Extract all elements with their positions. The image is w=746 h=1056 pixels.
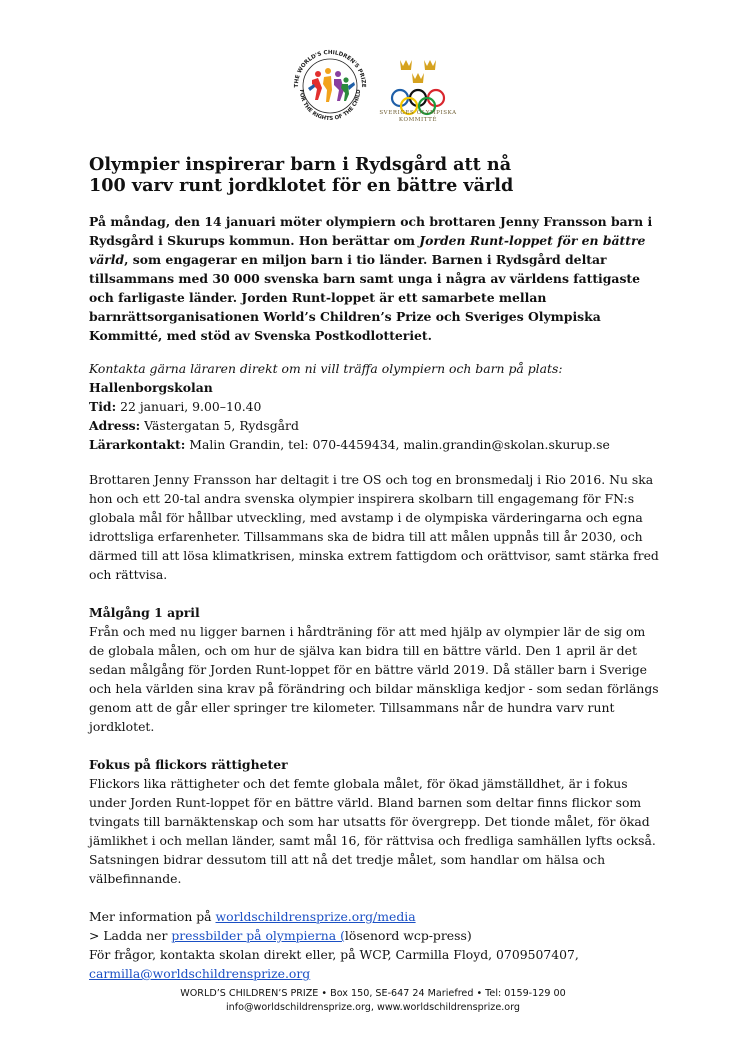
teacher-value: Malin Grandin, tel: 070-4459434, malin.grandin@skolan.skurup.se — [185, 437, 610, 452]
teacher-row — [89, 435, 661, 454]
body-paragraph-1: Brottaren Jenny Fransson har deltagit i tre OS och tog en bronsmedalj i Rio 2016. Nu ska hon och ett 20-tal andra svenska olympier inspirera skolbarn till engagemang för FN:s globala mål för hållbar utveckling, med avstamp i de olympiska värderingarna och egna idrottsliga erfarenheter. Tillsammans ska de bidra till att målen uppnås till år 2030, och därmed till att lösa klimatkrisen, minska extrem fattigdom och orättvisor, samt stärka fred och rättvisa. — [89, 472, 659, 582]
time-label: Tid: — [89, 399, 117, 414]
contact-block — [89, 359, 661, 454]
body-paragraph-2: Från och med nu ligger barnen i hårdträning för att med hjälp av olympier lär de sig om de globala målen, och om hur de själva kan bidra till en bättre värld. Den 1 april är det sedan målgång för Jorden Runt-loppet för en bättre värld 2019. Då ställer barn i Sverige och hela världen sina krav på förändring och bildar mänskliga kedjor - som sedan förlängs genom att de går eller springer tre kilometer. Tillsammans når de hundra varv runt jordklotet. — [89, 624, 659, 734]
press-release-body — [89, 154, 661, 983]
email-row — [89, 964, 661, 983]
lead-part-2: , som engagerar en miljon barn i tio länder. Barnen i Rydsgård deltar tillsammans med 30 000 svenska barn samt unga i några av världens fattigaste och farligaste länder. Jorden Runt-loppet är ett samarbete mellan barnrättsorganisationen World’s Children’s Prize och Sveriges Olympiska Kommitté, med stöd av Svenska Postkodlotteriet. — [89, 252, 641, 343]
wcp-ring-text-top: THE WORLD'S CHILDREN'S PRIZE — [293, 49, 367, 88]
soc-name-line1: SVERIGES OLYMPISKA — [379, 110, 457, 116]
section-heading-girls-rights: Fokus på flickors rättigheter — [89, 757, 288, 772]
wcp-ring-text-bottom: FOR THE RIGHTS OF THE CHILD — [297, 89, 363, 123]
email-link[interactable]: carmilla@worldschildrensprize.org — [89, 966, 311, 981]
lead-paragraph — [89, 212, 661, 345]
title-line-1: Olympier inspirerar barn i Rydsgård att nå — [89, 154, 512, 175]
download-prefix: > Ladda ner — [89, 928, 172, 943]
media-link[interactable]: worldschildrensprize.org/media — [215, 909, 416, 924]
press-images-link[interactable]: pressbilder på olympierna ( — [171, 928, 345, 943]
page-title — [89, 154, 661, 196]
soc-name — [378, 110, 458, 124]
soc-name-line2: KOMMITTÉ — [398, 117, 438, 123]
body-paragraph-3: Flickors lika rättigheter och det femte globala målet, för ökad jämställdhet, är i fokus under Jorden Runt-loppet för en bättre värld. Bland barnen som deltar finns flickor som tvingats till barnäktenskap och som har utsatts för övergrepp. Det tionde målet, för ökad jämlikhet i och mellan länder, samt mål 16, för rättvisa och fredliga samhällen lyfts också. Satsningen bidrar dessutom till att nå det tredje målet, som handlar om hälsa och välbefinnande. — [89, 776, 656, 886]
address-value: Västergatan 5, Rydsgård — [140, 418, 299, 433]
time-value: 22 januari, 9.00–10.40 — [116, 399, 262, 414]
footer — [0, 987, 746, 1015]
three-crowns-icon — [400, 60, 436, 83]
section-heading-finish: Målgång 1 april — [89, 605, 200, 620]
teacher-label: Lärarkontakt: — [89, 437, 186, 452]
more-info-block — [89, 907, 661, 983]
title-line-2: 100 varv runt jordklotet för en bättre värld — [89, 175, 514, 196]
school-name: Hallenborgskolan — [89, 380, 213, 395]
address-label: Adress: — [89, 418, 141, 433]
download-row — [89, 926, 661, 945]
more-info-prefix: Mer information på — [89, 909, 216, 924]
footer-address: WORLD’S CHILDREN’S PRIZE • Box 150, SE-647 24 Mariefred • Tel: 0159-129 00 — [180, 988, 566, 999]
contact-intro: Kontakta gärna läraren direkt om ni vill träffa olympiern och barn på plats: — [89, 361, 563, 376]
footer-web: info@worldschildrensprize.org, www.worldschildrensprize.org — [225, 1002, 521, 1013]
lead-italic-event-name: Jorden Runt-loppet för en bättre värld — [89, 233, 646, 267]
lead-part-1: På måndag, den 14 januari möter olympiern och brottaren Jenny Fransson barn i Rydsgård i Skurups kommun. Hon berättar om — [89, 214, 653, 248]
logo-row — [288, 44, 458, 130]
more-info-row — [89, 907, 661, 926]
questions-row: För frågor, kontakta skolan direkt eller, på WCP, Carmilla Floyd, 0709507407, — [89, 947, 579, 962]
worlds-childrens-prize-logo — [288, 44, 372, 128]
password-note: lösenord wcp-press) — [344, 928, 472, 943]
address-row — [89, 416, 661, 435]
time-row — [89, 397, 661, 416]
